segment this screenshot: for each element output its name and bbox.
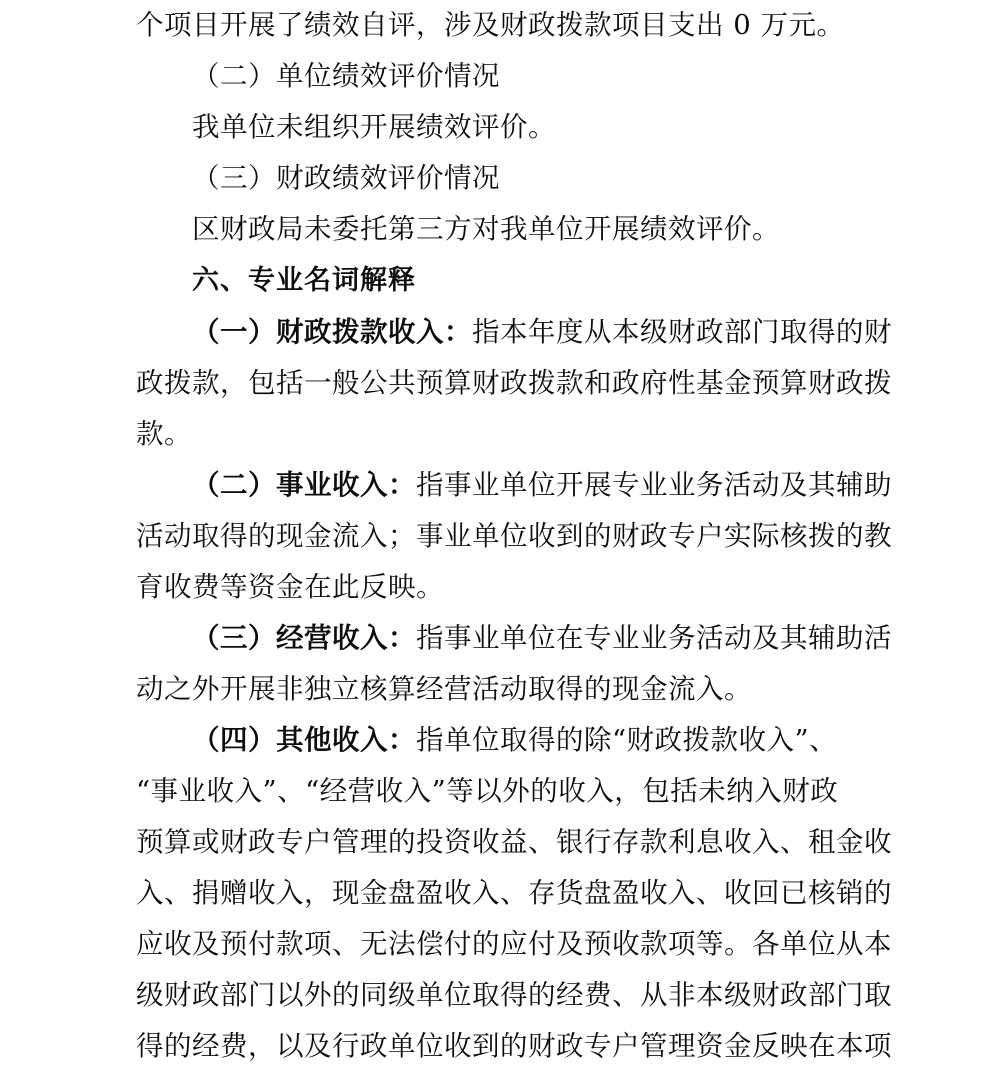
term-label-4: （四）其他收入： — [192, 724, 416, 756]
section-heading-2: （二）单位绩效评价情况 — [192, 60, 500, 92]
term-text-3-1: 动之外开展非独立核算经营活动取得的现金流入。 — [136, 673, 752, 705]
major-heading: 六、专业名词解释 — [192, 265, 416, 296]
term-entry-2 — [136, 460, 892, 613]
term-label-2: （二）事业收入： — [192, 469, 416, 501]
term-text-4-2: 预算或财政专户管理的投资收益、银行存款利息收入、租金收 — [136, 826, 892, 858]
term-text-4-1: “事业收入”、“经营收入”等以外的收入，包括未纳入财政 — [136, 775, 839, 807]
section-body-3: 区财政局未委托第三方对我单位开展绩效评价。 — [192, 213, 780, 245]
term-text-1-1: 政拨款，包括一般公共预算财政拨款和政府性基金预算财政拨 — [136, 367, 892, 399]
term-text-4-3: 入、捐赠收入，现金盘盈收入、存货盘盈收入、收回已核销的 — [136, 877, 892, 909]
term-label-1: （一）财政拨款收入： — [192, 316, 472, 348]
section-heading-3: （三）财政绩效评价情况 — [192, 162, 500, 194]
term-label-3: （三）经营收入： — [192, 622, 416, 654]
term-text-2-0: 指事业单位开展专业业务活动及其辅助 — [416, 469, 892, 501]
term-entry-4 — [136, 715, 892, 1072]
term-entry-1 — [136, 307, 892, 460]
term-text-4-6: 得的经费，以及行政单位收到的财政专户管理资金反映在本项 — [136, 1030, 892, 1062]
term-text-1-0: 指本年度从本级财政部门取得的财 — [472, 316, 892, 348]
term-entry-3 — [136, 613, 892, 715]
term-text-3-0: 指事业单位在专业业务活动及其辅助活 — [416, 622, 892, 654]
term-text-1-2: 款。 — [136, 418, 192, 450]
term-text-2-2: 育收费等资金在此反映。 — [136, 571, 444, 603]
term-text-4-0: 指单位取得的除“财政拨款收入”、 — [416, 724, 838, 756]
section-body-2: 我单位未组织开展绩效评价。 — [192, 111, 556, 143]
continuation-line: 个项目开展了绩效自评，涉及财政拨款项目支出 0 万元。 — [136, 9, 845, 41]
term-text-2-1: 活动取得的现金流入；事业单位收到的财政专户实际核拨的教 — [136, 520, 892, 552]
term-text-4-4: 应收及预付款项、无法偿付的应付及预收款项等。各单位从本 — [136, 928, 892, 960]
term-text-4-5: 级财政部门以外的同级单位取得的经费、从非本级财政部门取 — [136, 979, 892, 1011]
